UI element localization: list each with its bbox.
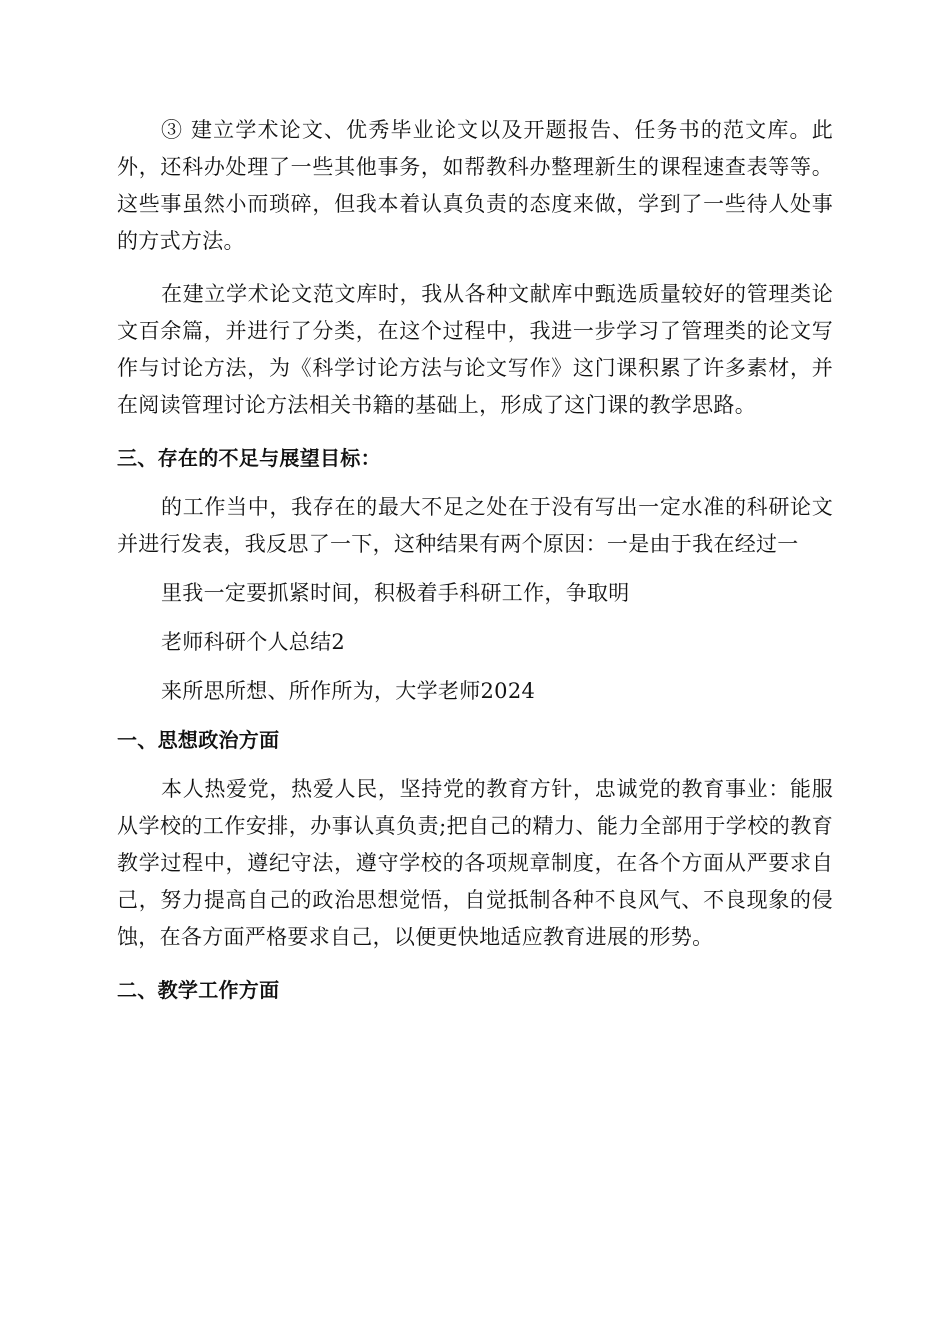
paragraph-intro: 来所思所想、所作所为，大学老师2024	[161, 679, 536, 703]
paragraph-paper-library: 在建立学术论文范文库时，我从各种文献库中甄选质量较好的管理类论文百余篇，并进行了分类，在这个过程中，我进一步学习了管理类的论文写作与讨论方法，为《科学讨论方法与论文写作》这门课积累了许多素材，并在阅读管理讨论方法相关书籍的基础上，形成了这门课的教学思路。	[117, 282, 833, 417]
document-page	[117, 112, 833, 1009]
paragraph-summary-title: 老师科研个人总结2	[161, 630, 346, 654]
heading-shortcomings: 三、存在的不足与展望目标：	[117, 446, 381, 470]
paragraph-research-plan: 里我一定要抓紧时间，积极着手科研工作，争取明	[161, 581, 630, 605]
heading-political: 一、思想政治方面	[117, 728, 280, 752]
paragraph-archive: ③ 建立学术论文、优秀毕业论文以及开题报告、任务书的范文库。此外，还科办处理了一些其他事务，如帮教科办整理新生的课程速查表等等。这些事虽然小而琐碎，但我本着认真负责的态度来做，学到了一些待人处事的方式方法。	[117, 118, 833, 253]
paragraph-political: 本人热爱党，热爱人民，坚持党的教育方针，忠诚党的教育事业：能服从学校的工作安排，办事认真负责;把自己的精力、能力全部用于学校的教育教学过程中，遵纪守法，遵守学校的各项规章制度，在各个方面从严要求自己，努力提高自己的政治思想觉悟，自觉抵制各种不良风气、不良现象的侵蚀，在各方面严格要求自己，以便更快地适应教育进展的形势。	[117, 777, 833, 949]
heading-teaching: 二、教学工作方面	[117, 978, 280, 1002]
paragraph-shortcomings: 的工作当中，我存在的最大不足之处在于没有写出一定水准的科研论文并进行发表，我反思了一下，这种结果有两个原因：一是由于我在经过一	[117, 495, 833, 556]
